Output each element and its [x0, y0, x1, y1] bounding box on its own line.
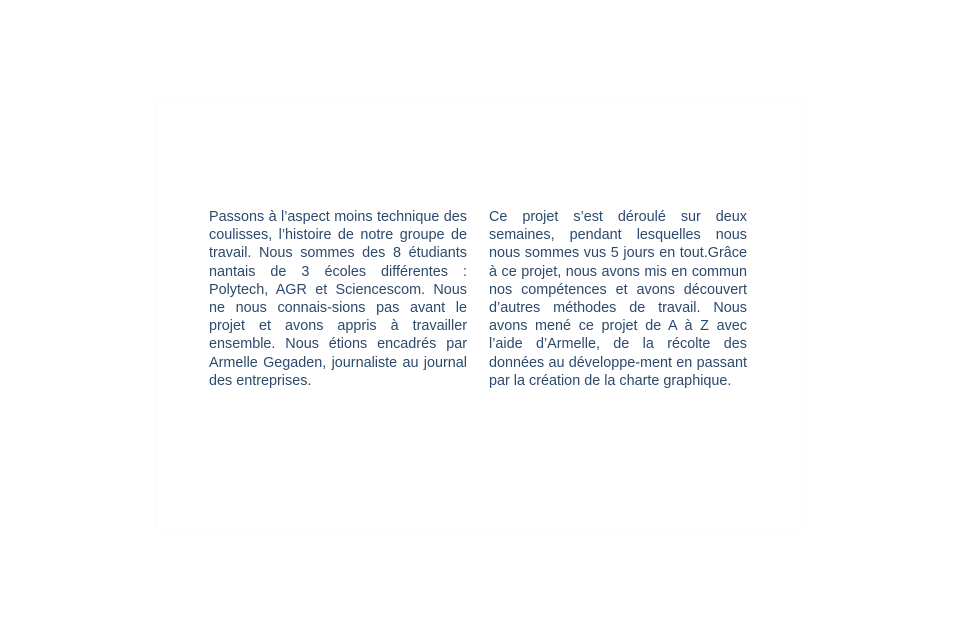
article-column-left: Passons à l’aspect moins technique des coulisses, l’histoire de notre groupe de travail. Nous sommes des 8 étudiants nantais de 3 écoles différentes : Polytech, AGR et Sciencescom. Nous ne nous connais-sions pas avant le projet et avons appris à travailler ensemble. Nous étions encadrés par Armelle Gegaden, journaliste au journal des entreprises.: [209, 209, 467, 389]
article-column-right: Ce projet s’est déroulé sur deux semaines, pendant lesquelles nous nous sommes vus 5 jours en tout.Grâce à ce projet, nous avons mis en commun nos compétences et avons découvert d’autres méthodes de travail. Nous avons mené ce projet de A à Z avec l’aide d’Armelle, de la récolte des données au développe-ment en passant par la création de la charte graphique.: [489, 209, 747, 389]
